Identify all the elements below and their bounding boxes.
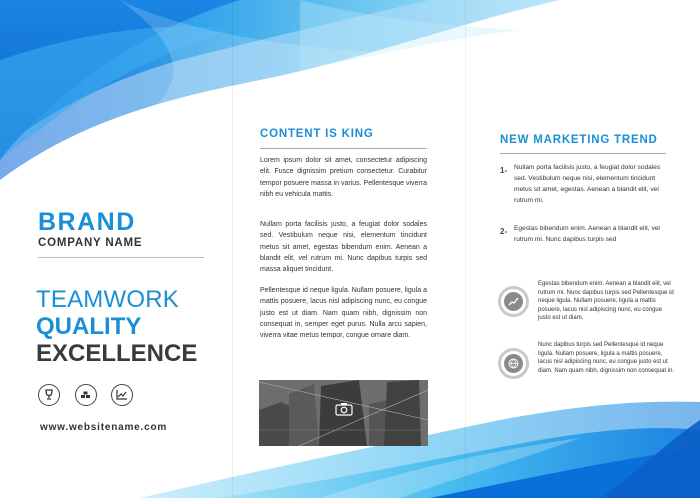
city-photo bbox=[259, 380, 428, 446]
panel-fold-right bbox=[465, 0, 466, 498]
growth-chart-icon bbox=[498, 286, 529, 317]
right-item-2: Egestas bibendum enim. Aenean a blandit elit, vel rutrum mi. Nunc dapibus turpis sed bbox=[514, 225, 660, 243]
brand-title: BRAND bbox=[38, 208, 136, 236]
globe-icon bbox=[498, 348, 529, 379]
right-item-1: Nullam porta facilisis justo, a feugiat dolor sodales sed. Vestibulum neque nisi, elementum tincidunt metus sit amet, egestas. Aenean a blandit elit, vel rutrum mi. bbox=[514, 164, 661, 204]
tagline-quality: QUALITY bbox=[36, 313, 142, 340]
brand-divider bbox=[38, 257, 204, 258]
company-name: COMPANY NAME bbox=[38, 237, 143, 249]
camera-icon bbox=[335, 402, 353, 416]
item-number-2: 2- bbox=[500, 227, 508, 236]
right-heading: NEW MARKETING TREND bbox=[500, 134, 658, 146]
middle-paragraph-1: Lorem ipsum dolor sit amet, consectetur adipiscing elit. Fusce dignissim pretium consectetur. Curabitur tempor posuere massa in varius. Pellentesque viverra nibh eu vehicula mattis. bbox=[260, 157, 427, 198]
middle-paragraph-3: Pellentesque id neque ligula. Nullam posuere, ligula a mattis posuere, lacus nisl adipiscing nunc, eu congue justo est ut diam. Nam quam nibh, dignissim non consequat in, semper eget purus. Nulla arcu sapien, viverra vitae metus tempor, congue ornare diam. bbox=[260, 287, 427, 340]
middle-heading: CONTENT IS KING bbox=[260, 128, 374, 140]
right-divider bbox=[500, 153, 666, 154]
tagline-excellence: EXCELLENCE bbox=[36, 340, 198, 367]
website-url[interactable]: www.websitename.com bbox=[40, 422, 168, 433]
feature-text-1: Egestas bibendum enim. Aenean a blandit elit, vel rutrum mi. Nunc dapibus turpis sed Pellentesque id neque ligula. Nullam posuere, ligula a mattis posuere, lacus nisl adipiscing nunc, eu congue justo est ut diam. bbox=[538, 281, 674, 322]
feature-text-2: Nunc dapibus turpis sed Pellentesque id neque ligula. Nullam posuere, ligula a mattis posuere, lacus nisl adipiscing nunc, eu congue justo est ut diam. Nam quam nibh, dignissim non consequat in. bbox=[538, 342, 675, 374]
panel-fold-left bbox=[232, 0, 233, 498]
middle-paragraph-2: Nullam porta facilisis justo, a feugiat dolor sodales sed. Vestibulum neque nisi, elementum tincidunt metus sit amet, egestas bibendum enim. Aenean a blandit elit, vel rutrum mi. Nunc dapibus turpis sed massa aliquet tincidunt. bbox=[260, 221, 427, 274]
item-number-1: 1- bbox=[500, 166, 508, 175]
chart-icon bbox=[111, 384, 133, 406]
tagline-teamwork: TEAMWORK bbox=[36, 286, 179, 313]
middle-divider bbox=[260, 148, 427, 149]
blocks-icon bbox=[75, 384, 97, 406]
trophy-icon bbox=[38, 384, 60, 406]
